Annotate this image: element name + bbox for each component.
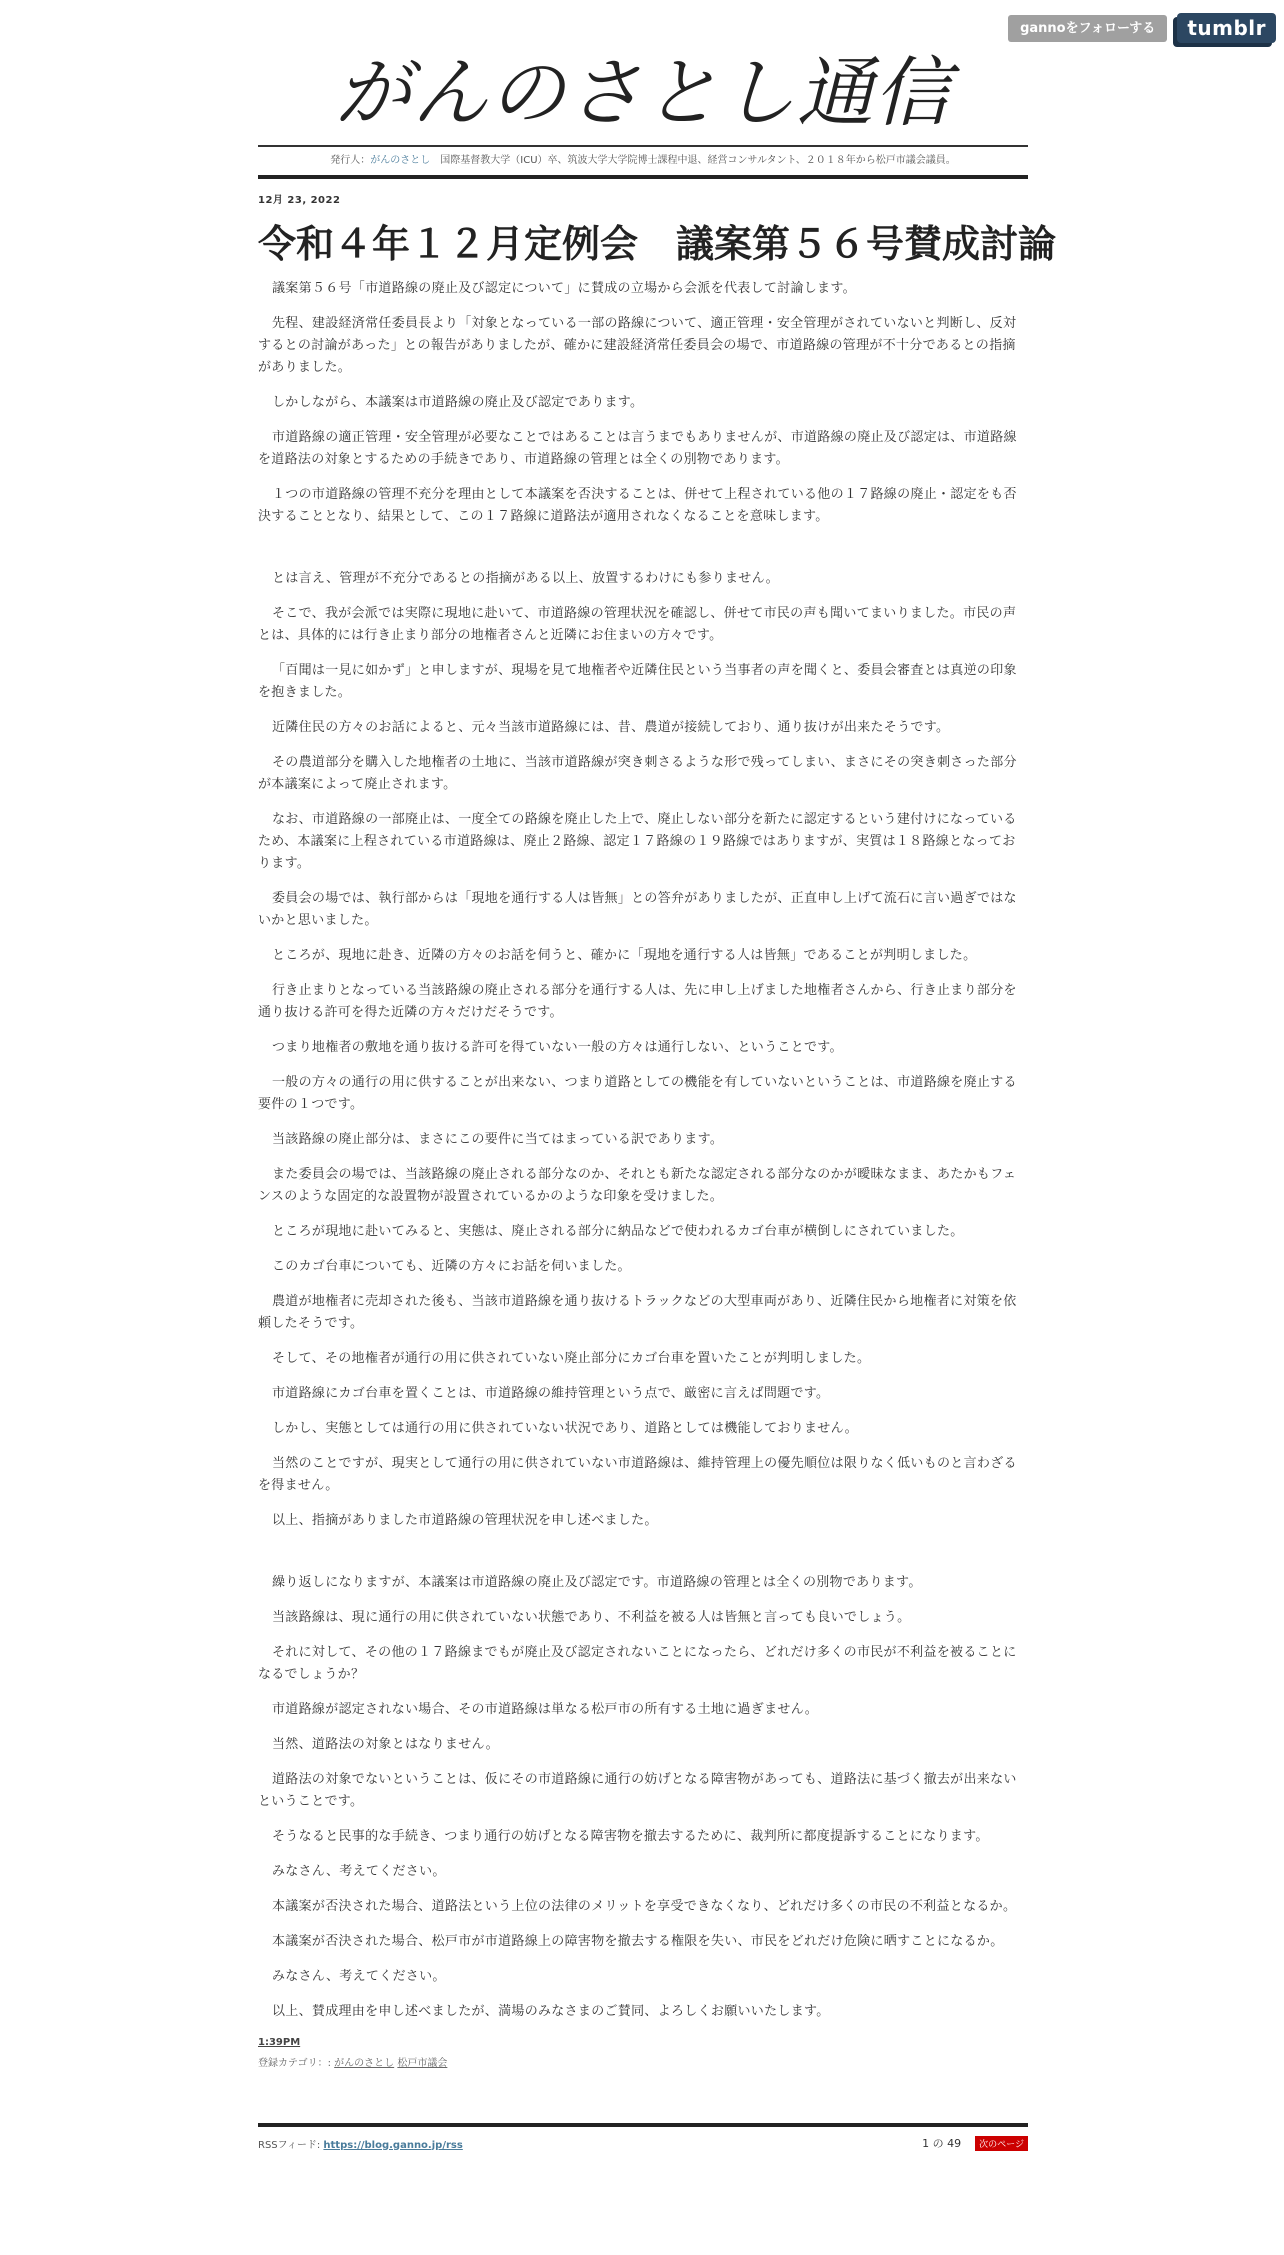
post-paragraph: その農道部分を購入した地権者の土地に、当該市道路線が突き刺さるような形で残ってしまい、まさにその突き刺さった部分が本議案によって廃止されます。 bbox=[258, 755, 1017, 792]
post-paragraph: しかし、実態としては通行の用に供されていない状況であり、道路としては機能しておりません。 bbox=[272, 1421, 858, 1436]
post-paragraph: 当然、道路法の対象とはなりません。 bbox=[272, 1737, 499, 1752]
post-paragraph: 本議案が否決された場合、松戸市が市道路線上の障害物を撤去する権限を失い、市民をどれだけ危険に晒すことになるか。 bbox=[272, 1934, 1004, 1949]
post-paragraph: 当該路線の廃止部分は、まさにこの要件に当てはまっている訳であります。 bbox=[272, 1132, 724, 1147]
post-title[interactable]: 令和４年１２月定例会 議案第５６号賛成討論 bbox=[258, 222, 1057, 266]
post-paragraph: このカゴ台車についても、近隣の方々にお話を伺いました。 bbox=[272, 1259, 631, 1274]
page-container bbox=[258, 0, 1057, 2151]
next-page-button[interactable]: 次のページ bbox=[975, 2136, 1028, 2151]
publisher-prefix: 発行人： bbox=[330, 155, 371, 166]
post-paragraph: 市道路線が認定されない場合、その市道路線は単なる松戸市の所有する土地に過ぎません。 bbox=[272, 1702, 819, 1717]
post-paragraph: 行き止まりとなっている当該路線の廃止される部分を通行する人は、先に申し上げました地権者さんから、行き止まり部分を通り抜ける許可を得た近隣の方々だけだそうです。 bbox=[258, 983, 1017, 1020]
post-paragraph: ところが現地に赴いてみると、実態は、廃止される部分に納品などで使われるカゴ台車が横倒しにされていました。 bbox=[272, 1224, 964, 1239]
post-categories bbox=[258, 2054, 1028, 2069]
publisher-link[interactable]: がんのさとし bbox=[370, 155, 431, 166]
category-link[interactable]: 松戸市議会 bbox=[397, 2058, 448, 2069]
post-paragraph: みなさん、考えてください。 bbox=[272, 1864, 446, 1879]
follow-button[interactable]: gannoをフォローする bbox=[1008, 15, 1167, 42]
post-paragraph: 当該路線は、現に通行の用に供されていない状態であり、不利益を被る人は皆無と言っても良いでしょう。 bbox=[272, 1610, 911, 1625]
rss-link[interactable]: https://blog.ganno.jp/rss bbox=[323, 2139, 463, 2151]
post-paragraph: ところが、現地に赴き、近隣の方々のお話を伺うと、確かに「現地を通行する人は皆無」であることが判明しました。 bbox=[272, 948, 977, 963]
post-paragraph: 当然のことですが、現実として通行の用に供されていない市道路線は、維持管理上の優先順位は限りなく低いものと言わざるを得ません。 bbox=[258, 1456, 1017, 1493]
post-paragraph: つまり地権者の敷地を通り抜ける許可を得ていない一般の方々は通行しない、ということです。 bbox=[272, 1040, 843, 1055]
blog-title[interactable]: がんのさとし通信 bbox=[335, 48, 951, 137]
tumblr-logo-button[interactable]: tumblr bbox=[1177, 13, 1276, 43]
category-link[interactable]: がんのさとし bbox=[334, 2058, 395, 2069]
category-prefix: 登録カテゴリ：: bbox=[258, 2058, 331, 2069]
post-paragraph: とは言え、管理が不充分であるとの指摘がある以上、放置するわけにも参りません。 bbox=[272, 571, 779, 586]
post-paragraph: そして、その地権者が通行の用に供されていない廃止部分にカゴ台車を置いたことが判明しました。 bbox=[272, 1351, 871, 1366]
publisher-line bbox=[258, 147, 1028, 175]
post-paragraph: 本議案が否決された場合、道路法という上位の法律のメリットを享受できなくなり、どれだけ多くの市民の不利益となるか。 bbox=[272, 1899, 1017, 1914]
post-body bbox=[258, 278, 1028, 2023]
post-paragraph: 一般の方々の通行の用に供することが出来ない、つまり道路としての機能を有していないということは、市道路線を廃止する要件の１つです。 bbox=[258, 1075, 1017, 1112]
post-paragraph: １つの市道路線の管理不充分を理由として本議案を否決することは、併せて上程されている他の１７路線の廃止・認定をも否決することとなり、結果として、この１７路線に道路法が適用されなくなることを意味します。 bbox=[258, 487, 1017, 524]
post-paragraph: みなさん、考えてください。 bbox=[272, 1969, 446, 1984]
header-divider-thick bbox=[258, 175, 1028, 179]
page-count: 1 の 49 bbox=[922, 2137, 962, 2150]
post-paragraph: 委員会の場では、執行部からは「現地を通行する人は皆無」との答弁がありましたが、正直申し上げて流石に言い過ぎではないかと思いました。 bbox=[258, 891, 1017, 928]
post-paragraph: 市道路線の適正管理・安全管理が必要なことではあることは言うまでもありませんが、市道路線の廃止及び認定は、市道路線を道路法の対象とするための手続きであり、市道路線の管理とは全くの別物であります。 bbox=[258, 430, 1017, 467]
post-paragraph: 近隣住民の方々のお話によると、元々当該市道路線には、昔、農道が接続しており、通り抜けが出来たそうです。 bbox=[272, 720, 950, 735]
publisher-description: 国際基督教大学（ICU）卒、筑波大学大学院博士課程中退、経営コンサルタント、２０１８年から松戸市議会議員。 bbox=[430, 155, 956, 166]
rss-feed bbox=[258, 2136, 463, 2151]
post-paragraph: 以上、指摘がありました市道路線の管理状況を申し述べました。 bbox=[272, 1513, 658, 1528]
post-paragraph: なお、市道路線の一部廃止は、一度全ての路線を廃止した上で、廃止しない部分を新たに認定するという建付けになっているため、本議案に上程されている市道路線は、廃止２路線、認定１７路線の１９路線ではありますが、実質は１８路線となっております。 bbox=[258, 812, 1017, 871]
post-paragraph: それに対して、その他の１７路線までもが廃止及び認定されないことになったら、どれだけ多くの市民が不利益を被ることになるでしょうか？ bbox=[258, 1645, 1017, 1682]
post-paragraph: しかしながら、本議案は市道路線の廃止及び認定であります。 bbox=[272, 395, 644, 410]
post-time-link[interactable]: 1:39PM bbox=[258, 2037, 301, 2048]
rss-prefix: RSSフィード: bbox=[258, 2139, 324, 2151]
post-paragraph: 議案第５６号「市道路線の廃止及び認定について」に賛成の立場から会派を代表して討論します。 bbox=[272, 281, 856, 296]
post-paragraph: 以上、賛成理由を申し述べましたが、満場のみなさまのご賛同、よろしくお願いいたします。 bbox=[272, 2004, 830, 2019]
post-paragraph: 「百聞は一見に如かず」と申しますが、現場を見て地権者や近隣住民という当事者の声を聞くと、委員会審査とは真逆の印象を抱きました。 bbox=[258, 663, 1017, 700]
post-paragraph: 市道路線にカゴ台車を置くことは、市道路線の維持管理という点で、厳密に言えば問題です。 bbox=[272, 1386, 830, 1401]
post-paragraph: そうなると民事的な手続き、つまり通行の妨げとなる障害物を撤去するために、裁判所に都度提訴することになります。 bbox=[272, 1829, 989, 1844]
post-paragraph: そこで、我が会派では実際に現地に赴いて、市道路線の管理状況を確認し、併せて市民の声も聞いてまいりました。市民の声とは、具体的には行き止まり部分の地権者さんと近隣にお住まいの方々です。 bbox=[258, 606, 1017, 643]
tumblr-controls bbox=[1008, 13, 1276, 43]
post-date: 12月 23, 2022 bbox=[258, 195, 341, 206]
footer-divider bbox=[258, 2123, 1028, 2127]
post-paragraph: 農道が地権者に売却された後も、当該市道路線を通り抜けるトラックなどの大型車両があり、近隣住民から地権者に対策を依頼したそうです。 bbox=[258, 1294, 1017, 1331]
post-paragraph: また委員会の場では、当該路線の廃止される部分なのか、それとも新たな認定される部分なのかが曖昧なまま、あたかもフェンスのような固定的な設置物が設置されているかのような印象を受けました。 bbox=[258, 1167, 1017, 1204]
pagination bbox=[922, 2135, 1028, 2151]
post-paragraph: 道路法の対象でないということは、仮にその市道路線に通行の妨げとなる障害物があっても、道路法に基づく撤去が出来ないということです。 bbox=[258, 1772, 1017, 1809]
post-paragraph: 繰り返しになりますが、本議案は市道路線の廃止及び認定です。市道路線の管理とは全くの別物であります。 bbox=[272, 1575, 922, 1590]
footer bbox=[258, 2135, 1028, 2151]
post-paragraph: 先程、建設経済常任委員長より「対象となっている一部の路線について、適正管理・安全管理がされていないと判断し、反対するとの討論があった」との報告がありましたが、確かに建設経済常任委員会の場で、市道路線の管理が不十分であるとの指摘がありました。 bbox=[258, 316, 1017, 375]
